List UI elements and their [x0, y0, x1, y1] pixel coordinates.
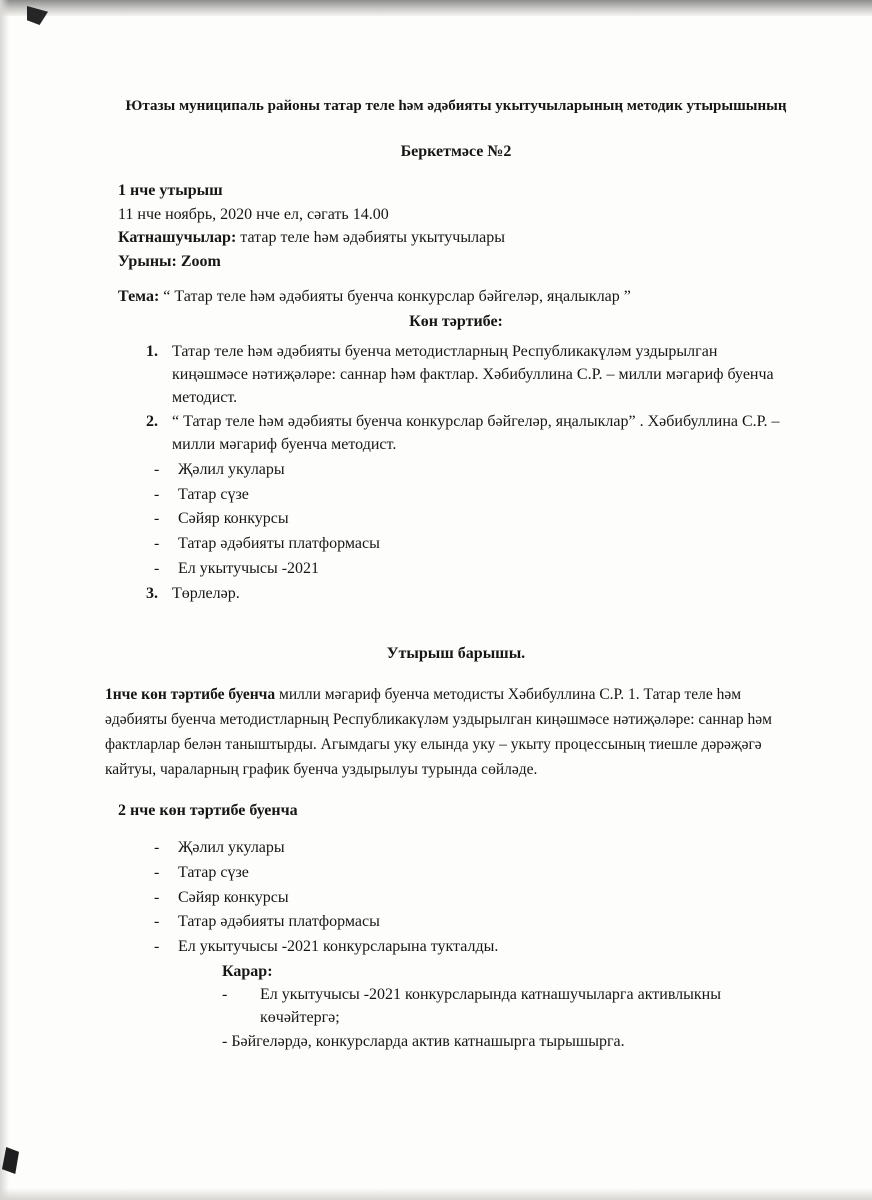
- dash-marker: -: [154, 510, 160, 528]
- agenda-item-1-text: Татар теле һәм әдәбияты буенча методистларның Республикакүләм уздырылган киңәшмәсе нәтиҗәләре: саннар һәм фактлар. Хәбибуллина С.Р. – милли мәгариф буенча методист.: [172, 343, 774, 406]
- dash-marker: -: [154, 888, 160, 906]
- scan-artifact-top-edge: [0, 0, 872, 16]
- section2-item: [154, 936, 794, 959]
- dash-marker: -: [154, 559, 160, 577]
- section2-item: [154, 887, 794, 910]
- agenda-item-2-text: “ Татар теле һәм әдәбияты буенча конкурслар бәйгеләр, яңалыклар” . Хәбибуллина С.Р. – милли мәгариф буенча методист.: [172, 413, 780, 454]
- document-number: Беркетмәсе №2: [400, 143, 512, 161]
- agenda-subitem-text: Җәлил укулары: [178, 460, 285, 478]
- dash-marker: -: [154, 839, 160, 857]
- dash-marker: -: [222, 986, 228, 1004]
- section2-item-text: Татар әдәбияты платформасы: [178, 913, 380, 931]
- participants-value: татар теле һәм әдәбияты укытучылары: [240, 229, 505, 247]
- session-heading: 1 нче утырыш: [118, 182, 223, 200]
- scan-artifact-bottom-edge: [0, 1188, 872, 1200]
- agenda-item-1: [146, 341, 794, 409]
- theme-label: Тема:: [118, 287, 160, 305]
- agenda-subitem-text: Сәйяр конкурсы: [178, 510, 289, 528]
- participants-line: [118, 227, 794, 250]
- agenda-subitem: [154, 459, 794, 482]
- proceedings-paragraph-text: милли мәгариф буенча методисты Хәбибуллина С.Р. 1. Татар теле һәм әдәбияты буенча методистларның Республикакүләм уздырылган киңәшмәсе нәтиҗәләре: саннар һәм фактларлар белән таныштырды. Агымдагы уку елында уку – укыту процессының тиешле дәрәҗәгә кайтуы, чараларның график буенча уздырылуы турында сөйләде.: [105, 685, 772, 779]
- scan-artifact-left-edge: [0, 0, 9, 1200]
- section2-item-text: Татар сүзе: [178, 863, 249, 881]
- decision-block: [222, 961, 794, 1054]
- section2-heading: 2 нче көн тәртибе буенча: [118, 802, 298, 820]
- agenda-subitem: [154, 558, 794, 581]
- document-title: Ютазы муниципаль районы татар теле һәм әдәбияты укытучыларының методик утырышының: [125, 98, 787, 114]
- decision-item-1: [222, 984, 794, 1029]
- agenda-item-3-text: Төрлеләр.: [172, 584, 240, 602]
- proceedings-paragraph: [105, 682, 807, 782]
- agenda-heading: Көн тәртибе:: [409, 312, 503, 330]
- dash-marker: -: [154, 535, 160, 553]
- agenda-subitem: [154, 484, 794, 507]
- dash-marker: -: [154, 460, 160, 478]
- agenda-item-3-number: 3.: [146, 584, 158, 602]
- agenda-item-1-number: 1.: [146, 343, 158, 361]
- theme-line: [118, 286, 794, 309]
- theme-value: “ Татар теле һәм әдәбияты буенча конкурслар бәйгеләр, яңалыклар ”: [163, 287, 631, 305]
- document-content: [105, 96, 794, 1054]
- session-datetime: 11 нче ноябрь, 2020 нче ел, сәгать 14.00: [118, 205, 389, 223]
- participants-label: Катнашучылар:: [118, 229, 237, 247]
- section2-item: [154, 911, 794, 934]
- agenda-subitem-text: Татар сүзе: [178, 485, 249, 503]
- agenda-subitem-text: Ел укытучысы -2021: [178, 559, 320, 577]
- agenda-item-3: [146, 583, 794, 606]
- section2-item-text: Җәлил укулары: [178, 839, 285, 857]
- section2-item: [154, 862, 794, 885]
- dash-marker: -: [154, 485, 160, 503]
- agenda-subitem: [154, 508, 794, 531]
- location-line: Урыны: Zoom: [118, 253, 221, 271]
- section2-item: [154, 837, 794, 860]
- proceedings-heading: Утырыш барышы.: [386, 645, 526, 663]
- agenda-item-2-number: 2.: [146, 413, 158, 431]
- decision-item-2: - Бәйгеләрдә, конкурсларда актив катнашырга тырышырга.: [222, 1032, 625, 1050]
- agenda-item-2: [146, 411, 794, 456]
- proceedings-paragraph-lead: 1нче көн тәртибе буенча: [105, 685, 276, 703]
- dash-marker: -: [154, 937, 160, 955]
- decision-label: Карар:: [222, 962, 273, 980]
- agenda-subitem: [154, 533, 794, 556]
- section2-item-text: Сәйяр конкурсы: [178, 888, 289, 906]
- section2-item-text: Ел укытучысы -2021 конкурсларына тукталды.: [178, 937, 499, 955]
- dash-marker: -: [154, 913, 160, 931]
- decision-item-1-text: Ел укытучысы -2021 конкурсларында катнашучыларга активлыкны көчәйтергә;: [260, 986, 721, 1027]
- dash-marker: -: [154, 863, 160, 881]
- agenda-subitem-text: Татар әдәбияты платформасы: [178, 535, 380, 553]
